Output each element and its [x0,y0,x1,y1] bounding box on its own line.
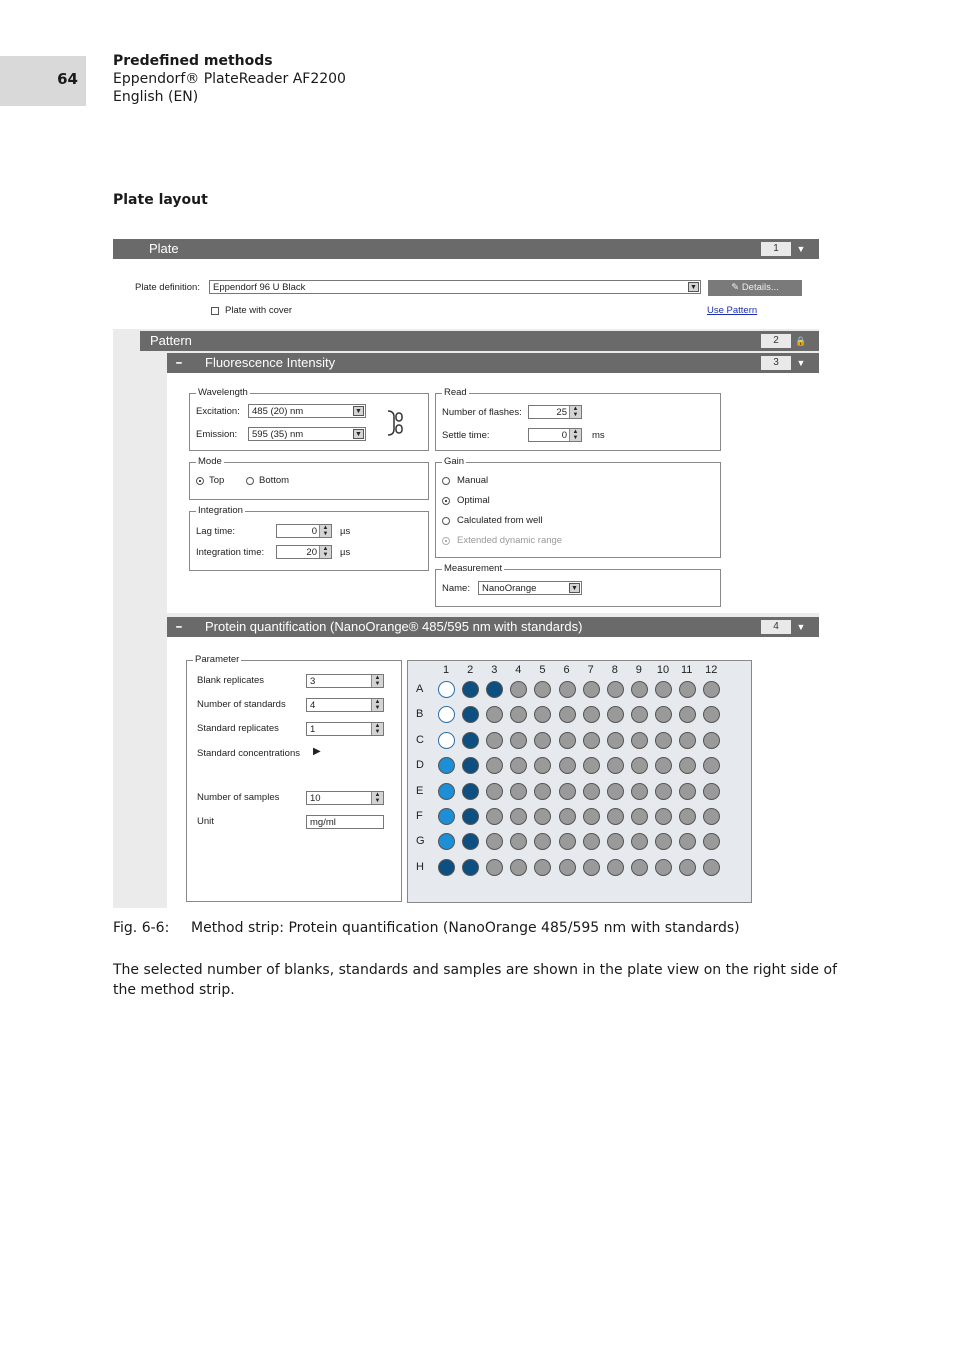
row-label: G [416,835,425,848]
plate-view[interactable] [407,660,752,903]
fluorescence-bar[interactable] [167,353,819,373]
pattern-bar-number: 2 [761,334,791,348]
emission-value: 595 (35) nm [252,429,304,440]
gain-manual-radio[interactable] [442,477,450,485]
measurement-group [435,563,721,607]
column-label: 6 [563,664,570,676]
well-empty[interactable] [486,783,503,800]
pattern-bar[interactable] [140,331,819,351]
well-empty[interactable] [534,859,551,876]
excitation-label: Excitation: [196,406,240,417]
unit-label: Unit [197,816,214,827]
well-empty[interactable] [679,732,696,749]
well-empty[interactable] [583,681,600,698]
well-empty[interactable] [607,783,624,800]
row-label: C [416,733,424,746]
well-empty[interactable] [534,783,551,800]
well-empty[interactable] [510,833,527,850]
plate-with-cover-checkbox[interactable] [211,307,219,315]
well-empty[interactable] [679,859,696,876]
well-empty[interactable] [631,783,648,800]
number-of-standards-stepper[interactable] [306,698,384,712]
well-standard[interactable] [462,732,479,749]
details-icon: ✎ [731,282,742,293]
spinner-icon[interactable]: ▲ ▼ [319,525,331,537]
figure-caption [113,920,740,936]
well-empty[interactable] [679,808,696,825]
well-empty[interactable] [703,706,720,723]
protein-bar-title: Protein quantification (NanoOrange® 485/595 nm with standards) [205,619,583,634]
well-standard[interactable] [462,706,479,723]
fluorescence-bar-title: Fluorescence Intensity [205,355,336,370]
row-label: A [416,683,424,695]
integration-group [189,505,429,571]
caption-label: Fig. 6-6: [113,920,170,936]
measurement-title: Measurement [444,563,503,574]
well-standard[interactable] [462,808,479,825]
gain-manual-label: Manual [457,475,489,486]
well-empty[interactable] [655,808,672,825]
integration-time-label: Integration time: [196,547,265,558]
gain-optimal-radio[interactable] [442,497,450,505]
gain-group [435,456,721,558]
row-label: D [416,759,424,772]
spinner-icon[interactable]: ▲ ▼ [569,429,581,441]
well-blank[interactable] [438,732,455,749]
well-empty[interactable] [510,783,527,800]
well-empty[interactable] [559,859,576,876]
row-label: E [416,784,424,797]
spinner-icon[interactable]: ▲ ▼ [569,406,581,418]
column-label: 4 [515,664,522,676]
well-empty[interactable] [607,833,624,850]
well-sample[interactable] [438,757,455,774]
well-empty[interactable] [583,732,600,749]
well-empty[interactable] [559,706,576,723]
measurement-name-value: NanoOrange [482,583,537,594]
spinner-icon[interactable]: ▲ ▼ [319,546,331,558]
well-empty[interactable] [510,732,527,749]
integration-title: Integration [198,505,243,516]
well-empty[interactable] [631,859,648,876]
well-empty[interactable] [559,732,576,749]
well-empty[interactable] [703,681,720,698]
well-empty[interactable] [655,757,672,774]
parameter-group [186,654,402,902]
wavelength-title: Wavelength [198,387,248,398]
column-label: 2 [467,664,474,676]
well-empty[interactable] [655,681,672,698]
protein-bar[interactable] [167,617,819,637]
plate-bar-title: Plate [149,241,179,256]
column-label: 7 [587,664,594,676]
column-label: 10 [656,664,670,676]
well-sample[interactable] [438,833,455,850]
header-language: English (EN) [113,89,199,105]
well-empty[interactable] [486,859,503,876]
well-empty[interactable] [679,706,696,723]
section-title: Plate layout [113,192,208,208]
well-empty[interactable] [655,706,672,723]
well-empty[interactable] [486,833,503,850]
standard-replicates-label: Standard replicates [197,723,279,734]
measurement-name-label: Name: [442,583,470,594]
well-empty[interactable] [607,706,624,723]
plate-with-cover-label: Plate with cover [225,305,293,316]
well-empty[interactable] [703,833,720,850]
well-empty[interactable] [679,757,696,774]
lock-icon: 🔒 [795,336,807,346]
well-standard[interactable] [462,783,479,800]
flashes-stepper[interactable] [528,405,582,419]
page-number: 64 [57,70,78,88]
well-empty[interactable] [655,783,672,800]
blank-replicates-label: Blank replicates [197,675,265,686]
well-empty[interactable] [486,757,503,774]
plate-definition-label: Plate definition: [135,282,200,293]
unit-input[interactable] [306,815,384,829]
well-empty[interactable] [655,833,672,850]
lag-time-label: Lag time: [196,526,236,537]
collapse-arrow-icon[interactable]: ▼ [796,244,806,254]
details-button[interactable] [708,280,802,296]
well-standard[interactable] [486,681,503,698]
spinner-icon[interactable]: ▲ ▼ [371,792,383,804]
well-empty[interactable] [679,833,696,850]
plate-panel [113,259,819,329]
well-empty[interactable] [703,732,720,749]
gain-optimal-label: Optimal [457,495,490,506]
well-empty[interactable] [631,706,648,723]
well-empty[interactable] [607,808,624,825]
header-section: Predefined methods [113,53,273,69]
well-empty[interactable] [559,783,576,800]
column-label: 1 [443,664,450,676]
wavelength-group [189,387,429,451]
number-of-standards-value: 4 [310,700,316,711]
standard-replicates-stepper[interactable] [306,722,384,736]
gain-extended-radio [442,537,450,545]
well-empty[interactable] [510,808,527,825]
settle-label: Settle time: [442,430,490,441]
well-blank[interactable] [438,681,455,698]
mode-top-radio[interactable] [196,477,204,485]
settle-value: 0 [561,430,567,441]
well-empty[interactable] [559,757,576,774]
settle-unit: ms [592,430,605,441]
standard-concentrations-label: Standard concentrations [197,748,300,759]
lag-time-value: 0 [311,526,317,537]
fluorescence-bar-number: 3 [761,356,791,370]
well-empty[interactable] [534,681,551,698]
header-product: Eppendorf® PlateReader AF2200 [113,71,346,87]
well-empty[interactable] [510,681,527,698]
gain-calculated-radio[interactable] [442,517,450,525]
dropdown-arrow-icon: ▼ [688,282,699,292]
plate-definition-value: Eppendorf 96 U Black [213,282,306,293]
collapse-minus-icon[interactable]: ━ [176,622,182,632]
gain-title: Gain [444,456,465,467]
well-empty[interactable] [486,706,503,723]
number-of-samples-label: Number of samples [197,792,280,803]
collapse-arrow-icon[interactable]: ▼ [796,622,806,632]
row-label: B [416,708,424,721]
dropdown-arrow-icon: ▼ [353,406,364,416]
mode-bottom-radio[interactable] [246,477,254,485]
well-standard[interactable] [462,757,479,774]
unit-value: mg/ml [310,817,336,828]
excitation-value: 485 (20) nm [252,406,304,417]
well-empty[interactable] [703,757,720,774]
blank-replicates-stepper[interactable] [306,674,384,688]
collapse-arrow-icon[interactable]: ▼ [796,358,806,368]
dropdown-arrow-icon: ▼ [353,429,364,439]
column-label: 3 [491,664,498,676]
protein-bar-number: 4 [761,620,791,634]
spinner-icon[interactable]: ▲ ▼ [371,723,383,735]
link-wavelength-icon[interactable] [386,409,404,437]
well-empty[interactable] [486,808,503,825]
well-standard[interactable] [438,859,455,876]
well-empty[interactable] [703,859,720,876]
emission-label: Emission: [196,429,238,440]
well-standard[interactable] [462,859,479,876]
read-group [435,387,721,451]
column-label: 9 [635,664,642,676]
collapse-minus-icon[interactable]: ━ [176,358,182,368]
column-label: 11 [681,664,693,676]
well-blank[interactable] [438,706,455,723]
well-empty[interactable] [607,681,624,698]
well-empty[interactable] [534,808,551,825]
column-label: 8 [611,664,618,676]
plate-definition-select[interactable] [209,280,701,294]
spinner-icon[interactable]: ▲ ▼ [371,675,383,687]
well-empty[interactable] [631,808,648,825]
caption-text: Method strip: Protein quantification (NanoOrange 485/595 nm with standards) [191,920,740,936]
well-empty[interactable] [631,757,648,774]
number-of-samples-value: 10 [310,793,321,804]
read-title: Read [444,387,467,398]
use-pattern-link[interactable]: Use Pattern [707,305,758,316]
well-empty[interactable] [510,859,527,876]
flashes-label: Number of flashes: [442,407,522,418]
blank-replicates-value: 3 [310,676,316,687]
well-empty[interactable] [679,783,696,800]
well-empty[interactable] [607,757,624,774]
well-empty[interactable] [607,732,624,749]
body-paragraph: The selected number of blanks, standards and samples are shown in the plate view on the right side of the method strip. [113,962,837,998]
row-label: H [416,860,424,873]
details-button-label: Details... [741,282,779,293]
well-empty[interactable] [607,859,624,876]
well-empty[interactable] [534,732,551,749]
standard-replicates-value: 1 [310,724,316,735]
spinner-icon[interactable]: ▲ ▼ [371,699,383,711]
lag-time-stepper[interactable] [276,524,332,538]
column-label: 12 [705,664,718,676]
mode-bottom-label: Bottom [259,475,290,486]
well-empty[interactable] [631,681,648,698]
well-empty[interactable] [631,833,648,850]
integration-time-unit: µs [340,547,351,558]
well-empty[interactable] [583,833,600,850]
protein-panel [167,637,819,908]
row-label: F [416,810,423,822]
number-of-samples-stepper[interactable] [306,791,384,805]
well-empty[interactable] [486,732,503,749]
plate-bar-number: 1 [761,242,791,256]
method-strip-screenshot [113,239,819,908]
well-empty[interactable] [583,808,600,825]
well-empty[interactable] [703,783,720,800]
settle-stepper[interactable] [528,428,582,442]
expand-arrow-icon[interactable]: ▶ [313,746,321,757]
well-empty[interactable] [534,706,551,723]
column-label: 5 [539,664,546,676]
well-empty[interactable] [583,757,600,774]
well-empty[interactable] [559,833,576,850]
well-empty[interactable] [655,859,672,876]
excitation-select[interactable] [248,404,366,418]
dropdown-arrow-icon: ▼ [569,583,580,593]
flashes-value: 25 [556,407,567,418]
well-empty[interactable] [703,808,720,825]
lag-time-unit: µs [340,526,351,537]
gain-extended-label: Extended dynamic range [457,535,563,546]
fluorescence-panel [167,373,819,613]
mode-top-label: Top [209,475,225,486]
parameter-title: Parameter [195,654,240,665]
well-empty[interactable] [631,732,648,749]
well-empty[interactable] [510,757,527,774]
mode-title: Mode [198,456,222,467]
well-empty[interactable] [534,833,551,850]
well-empty[interactable] [583,859,600,876]
integration-time-value: 20 [306,547,317,558]
well-empty[interactable] [583,783,600,800]
mode-group [189,456,429,500]
plate-bar[interactable] [113,239,819,259]
integration-time-stepper[interactable] [276,545,332,559]
pattern-bar-title: Pattern [150,333,192,348]
well-standard[interactable] [462,833,479,850]
well-sample[interactable] [438,808,455,825]
well-empty[interactable] [510,706,527,723]
well-sample[interactable] [438,783,455,800]
well-standard[interactable] [462,681,479,698]
gain-calculated-label: Calculated from well [457,515,543,526]
well-empty[interactable] [534,757,551,774]
well-empty[interactable] [655,732,672,749]
well-empty[interactable] [679,681,696,698]
measurement-name-select[interactable] [478,581,582,595]
well-empty[interactable] [583,706,600,723]
number-of-standards-label: Number of standards [197,699,286,710]
well-empty[interactable] [559,808,576,825]
emission-select[interactable] [248,427,366,441]
well-empty[interactable] [559,681,576,698]
